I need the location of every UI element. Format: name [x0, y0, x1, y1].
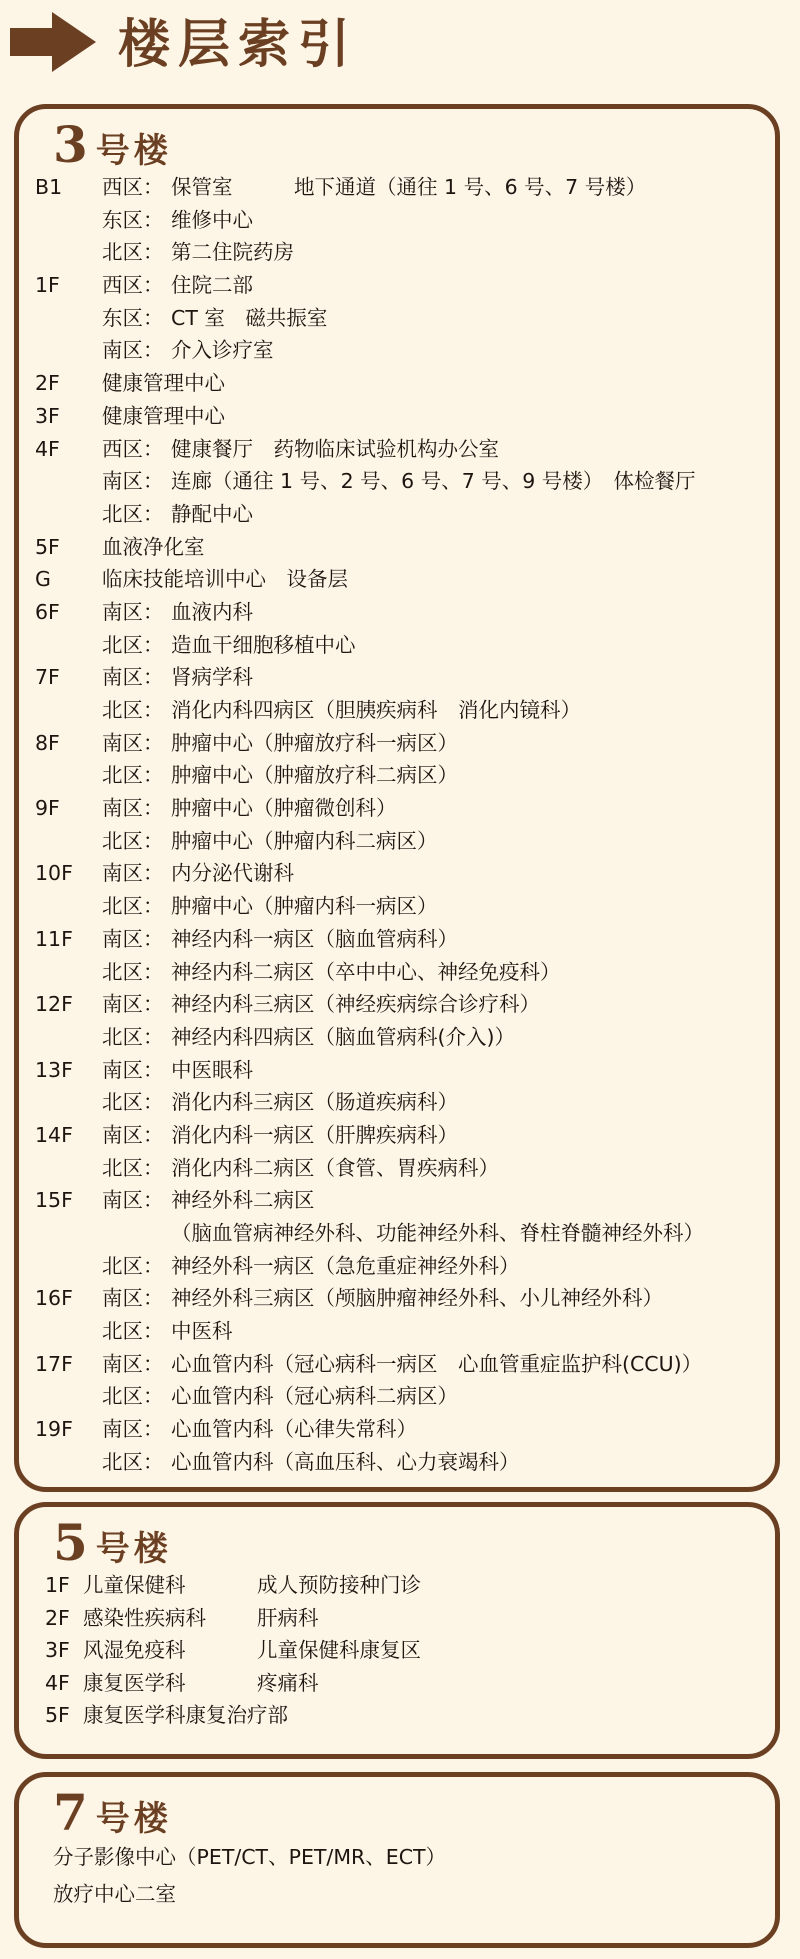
zone-label: 北区：: [102, 1155, 164, 1180]
department-text: 消化内科一病区（肝脾疾病科）: [171, 1122, 458, 1147]
zone-label: 东区：: [102, 207, 164, 232]
floor-label: 6F: [35, 599, 60, 624]
department-text: 住院二部: [171, 273, 253, 298]
building-number: 7: [53, 1783, 88, 1842]
department-text: 肿瘤中心（肿瘤内科二病区）: [171, 828, 438, 853]
floor-row: [35, 1413, 765, 1446]
floor-row: [35, 302, 765, 335]
department-text: 中医眼科: [171, 1057, 253, 1082]
department-text: 康复医学科: [83, 1670, 186, 1695]
floor-row: [35, 171, 765, 204]
zone-label: 北区：: [102, 1024, 164, 1049]
building-label: 号楼: [95, 131, 172, 171]
building-title: [53, 1783, 172, 1843]
floor-row: [35, 1315, 765, 1348]
department-text: 神经外科二病区: [171, 1188, 315, 1213]
floor-label: 5F: [45, 1703, 70, 1728]
floor-label: 14F: [35, 1122, 73, 1147]
department-text: 维修中心: [171, 207, 253, 232]
department-text: 神经外科三病区（颅脑肿瘤神经外科、小儿神经外科）: [171, 1286, 663, 1311]
floor-row: [35, 825, 765, 858]
department-text: 儿童保健科: [83, 1573, 186, 1597]
building-label: 号楼: [95, 1529, 172, 1569]
zone-label: 北区：: [102, 894, 164, 919]
zone-label: 北区：: [102, 1090, 164, 1115]
floor-label: 19F: [35, 1417, 73, 1442]
page-title: 楼层索引: [118, 15, 359, 75]
department-text: 肿瘤中心（肿瘤微创科）: [171, 796, 397, 821]
floor-row: [35, 596, 765, 629]
department-text: 神经内科四病区（脑血管病科(介入)）: [171, 1024, 515, 1049]
zone-label: 南区：: [102, 1286, 164, 1311]
floor-list: [35, 1569, 765, 1732]
floor-row: [35, 792, 765, 825]
floor-row: [35, 759, 765, 792]
department-text: 康复医学科康复治疗部: [83, 1703, 288, 1728]
floor-row: [35, 857, 765, 890]
floor-row: [35, 1250, 765, 1283]
zone-label: 临床技能培训中心 设备层: [102, 567, 348, 592]
zone-label: 南区：: [102, 338, 164, 363]
zone-label: 南区：: [102, 665, 164, 690]
floor-row: [35, 433, 765, 466]
floor-label: 10F: [35, 861, 73, 886]
floor-row: [35, 269, 765, 302]
floor-label: G: [35, 567, 51, 592]
building-label: 号楼: [95, 1799, 172, 1839]
building-title: [53, 115, 172, 175]
department-text: CT 室 磁共振室: [171, 305, 328, 330]
floor-row: [35, 1152, 765, 1185]
department-text: 放疗中心二室: [53, 1882, 176, 1906]
arrow-right-icon: [10, 12, 96, 72]
zone-label: 南区：: [102, 1351, 164, 1376]
department-text: 疼痛科: [257, 1670, 319, 1695]
department-text: （脑血管病神经外科、功能神经外科、脊柱脊髓神经外科）: [171, 1221, 704, 1245]
floor-row: [35, 956, 765, 989]
zone-label: 西区：: [102, 436, 164, 461]
building-number: 5: [53, 1513, 88, 1572]
zone-label: 血液净化室: [102, 534, 205, 559]
floor-row: [35, 727, 765, 760]
building-number: 3: [53, 115, 88, 174]
zone-label: 东区：: [102, 305, 164, 330]
floor-row: [35, 367, 765, 400]
department-row: [35, 1876, 765, 1913]
floor-row: [35, 1446, 765, 1479]
floor-label: 3F: [35, 403, 60, 428]
department-text: 成人预防接种门诊: [257, 1573, 421, 1597]
floor-list: [35, 171, 765, 1479]
floor-row: [35, 988, 765, 1021]
zone-label: 健康管理中心: [102, 403, 225, 428]
floor-row: [35, 1667, 765, 1700]
department-text: 肿瘤中心（肿瘤放疗科一病区）: [171, 730, 458, 755]
department-text: 血液内科: [171, 599, 253, 624]
zone-label: 西区：: [102, 273, 164, 298]
department-text: 保管室 地下通道（通往 1 号、6 号、7 号楼）: [171, 175, 647, 199]
floor-label: 12F: [35, 992, 73, 1017]
zone-label: 北区：: [102, 763, 164, 788]
floor-row: [35, 531, 765, 564]
zone-label: 南区：: [102, 1188, 164, 1213]
department-text: 消化内科二病区（食管、胃疾病科）: [171, 1155, 499, 1180]
department-text: 肾病学科: [171, 665, 253, 690]
zone-label: 南区：: [102, 861, 164, 886]
floor-row: [35, 629, 765, 662]
building-7-section: [14, 1772, 780, 1948]
floor-row: [35, 204, 765, 237]
floor-row: [35, 498, 765, 531]
department-text: 中医科: [171, 1319, 233, 1344]
floor-label: 16F: [35, 1286, 73, 1311]
floor-label: 8F: [35, 730, 60, 755]
department-text: 介入诊疗室: [171, 338, 274, 363]
department-text: 风湿免疫科: [83, 1638, 186, 1663]
department-text: 肝病科: [257, 1605, 319, 1630]
floor-row: [35, 334, 765, 367]
department-text: 神经内科二病区（卒中中心、神经免疫科）: [171, 959, 561, 984]
department-list: [35, 1839, 765, 1913]
floor-label: 7F: [35, 665, 60, 690]
building-5-section: [14, 1502, 780, 1759]
department-text: 感染性疾病科: [83, 1605, 206, 1630]
zone-label: 西区：: [102, 175, 164, 199]
department-text: 肿瘤中心（肿瘤内科一病区）: [171, 894, 438, 919]
zone-label: 北区：: [102, 632, 164, 657]
floor-row: [35, 1021, 765, 1054]
floor-row: [35, 1602, 765, 1635]
floor-row: [35, 694, 765, 727]
department-text: 心血管内科（冠心病科一病区 心血管重症监护科(CCU)）: [171, 1351, 703, 1376]
floor-label: B1: [35, 175, 63, 199]
floor-row: [35, 236, 765, 269]
zone-label: 北区：: [102, 959, 164, 984]
department-text: 消化内科三病区（肠道疾病科）: [171, 1090, 458, 1115]
zone-label: 南区：: [102, 926, 164, 951]
floor-label: 2F: [45, 1605, 70, 1630]
department-text: 心血管内科（心律失常科）: [171, 1417, 417, 1442]
zone-label: 南区：: [102, 469, 164, 494]
floor-row: [35, 1217, 765, 1250]
zone-label: 南区：: [102, 1417, 164, 1442]
header: [0, 0, 800, 95]
floor-row: [35, 1569, 765, 1602]
floor-row: [35, 1282, 765, 1315]
department-text: 消化内科四病区（胆胰疾病科 消化内镜科）: [171, 698, 581, 722]
floor-row: [35, 1184, 765, 1217]
floor-row: [35, 563, 765, 596]
department-text: 心血管内科（冠心病科二病区）: [171, 1384, 458, 1409]
floor-label: 11F: [35, 926, 73, 951]
building-title: [53, 1513, 172, 1573]
zone-label: 南区：: [102, 796, 164, 821]
floor-label: 3F: [45, 1638, 70, 1663]
floor-row: [35, 923, 765, 956]
floor-row: [35, 661, 765, 694]
department-row: [35, 1839, 765, 1876]
department-text: 造血干细胞移植中心: [171, 632, 356, 657]
floor-row: [35, 890, 765, 923]
department-text: 健康餐厅 药物临床试验机构办公室: [171, 436, 499, 461]
department-text: 内分泌代谢科: [171, 861, 294, 886]
floor-row: [35, 1119, 765, 1152]
zone-label: 北区：: [102, 1449, 164, 1474]
zone-label: 健康管理中心: [102, 371, 225, 396]
floor-label: 5F: [35, 534, 60, 559]
zone-label: 北区：: [102, 501, 164, 526]
floor-row: [35, 1699, 765, 1732]
floor-row: [35, 465, 765, 498]
floor-label: 15F: [35, 1188, 73, 1213]
zone-label: 南区：: [102, 599, 164, 624]
zone-label: 北区：: [102, 698, 164, 722]
zone-label: 南区：: [102, 1122, 164, 1147]
department-text: 心血管内科（高血压科、心力衰竭科）: [171, 1449, 520, 1474]
zone-label: 南区：: [102, 992, 164, 1017]
department-text: 分子影像中心（PET/CT、PET/MR、ECT）: [53, 1845, 447, 1869]
department-text: 连廊（通往 1 号、2 号、6 号、7 号、9 号楼） 体检餐厅: [171, 469, 696, 494]
floor-label: 13F: [35, 1057, 73, 1082]
floor-row: [35, 400, 765, 433]
zone-label: 北区：: [102, 1253, 164, 1278]
zone-label: 北区：: [102, 828, 164, 853]
zone-label: 北区：: [102, 240, 164, 265]
department-text: 神经内科三病区（神经疾病综合诊疗科）: [171, 992, 540, 1017]
floor-label: 2F: [35, 371, 60, 396]
floor-label: 4F: [45, 1670, 70, 1695]
floor-row: [35, 1380, 765, 1413]
floor-label: 4F: [35, 436, 60, 461]
zone-label: 南区：: [102, 1057, 164, 1082]
building-3-section: [14, 104, 780, 1492]
floor-row: [35, 1054, 765, 1087]
zone-label: 北区：: [102, 1384, 164, 1409]
department-text: 静配中心: [171, 501, 253, 526]
floor-row: [35, 1634, 765, 1667]
floor-label: 17F: [35, 1351, 73, 1376]
floor-label: 1F: [45, 1573, 70, 1597]
floor-label: 1F: [35, 273, 60, 298]
department-text: 神经内科一病区（脑血管病科）: [171, 926, 458, 951]
floor-label: 9F: [35, 796, 60, 821]
zone-label: 北区：: [102, 1319, 164, 1344]
department-text: 儿童保健科康复区: [257, 1638, 421, 1663]
department-text: 第二住院药房: [171, 240, 294, 265]
floor-row: [35, 1348, 765, 1381]
department-text: 神经外科一病区（急危重症神经外科）: [171, 1253, 520, 1278]
floor-row: [35, 1086, 765, 1119]
department-text: 肿瘤中心（肿瘤放疗科二病区）: [171, 763, 458, 788]
zone-label: 南区：: [102, 730, 164, 755]
